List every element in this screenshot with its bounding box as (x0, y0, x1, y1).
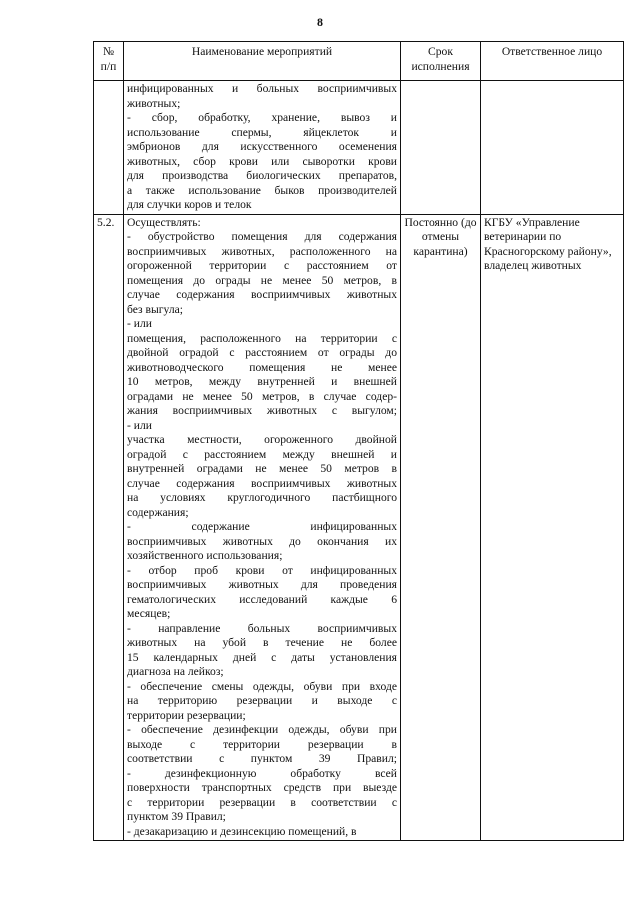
text-line: 10 метров, между внутренней и внешней (127, 375, 397, 388)
text-line: месяцев; (127, 607, 171, 620)
text-line: содержания; (127, 505, 189, 519)
text-line: инфицированных и больных восприимчивых (127, 82, 397, 95)
text-line: оградами не менее 50 метров, в случае содер- (127, 389, 397, 403)
text-line: жания восприимчивых животных с выгулом; (127, 404, 397, 417)
text-line: пунктом 39 Правил; (127, 810, 226, 823)
text-line: для случки коров и телок (127, 198, 252, 211)
text-line: помещения до ограды не менее 50 метров, в (127, 273, 397, 287)
text-line: на территорию резервации и выходе с (127, 694, 397, 707)
responsible-party: КГБУ «Управление ветеринарии по Красногорскому району», владелец животных (481, 214, 624, 841)
row-number (94, 81, 124, 215)
page-number: 8 (317, 15, 323, 29)
text-line: соответствии с пунктом 39 Правил; (127, 752, 397, 765)
text-line: а также использование быков производителей (127, 183, 397, 197)
text-line: - обеспечение дезинфекции одежды, обуви при (127, 723, 397, 736)
text-line: диагноза на лейкоз; (127, 665, 224, 678)
table-header-row (94, 42, 624, 81)
header-name: Наименование мероприятий (124, 42, 401, 81)
text-line: гематологических исследований каждые 6 (127, 592, 397, 606)
text-line: эмбрионов для искусственного осеменения (127, 140, 397, 153)
text-line: животных на убой в течение не более (127, 636, 397, 649)
text-line: огороженной территории с расстоянием от (127, 259, 397, 272)
row-number: 5.2. (94, 214, 124, 841)
execution-term (401, 81, 481, 215)
header-responsible: Ответственное лицо (481, 42, 624, 81)
text-line: животных; (127, 96, 181, 110)
execution-term: Постоянно (до отмены карантина) (401, 214, 481, 841)
text-line: - или (127, 317, 152, 330)
text-line: - отбор проб крови от инфицированных (127, 563, 397, 577)
text-line: - содержание инфицированных (127, 520, 397, 533)
text-line: - или (127, 418, 152, 432)
table-row (94, 214, 624, 841)
text-line: восприимчивых животных, расположенного на (127, 244, 397, 258)
text-line: - обеспечение смены одежды, обуви при входе (127, 679, 397, 693)
text-line: с территории резервации в соответствии с (127, 795, 397, 809)
text-line: восприимчивых животных до окончания их (127, 534, 397, 548)
text-line: - сбор, обработку, хранение, вывоз и (127, 111, 397, 124)
responsible-party (481, 81, 624, 215)
text-line: для производства биологических препаратов, (127, 169, 397, 182)
table-row (94, 81, 624, 215)
measures-table (93, 41, 624, 841)
text-line: хозяйственного использования; (127, 549, 283, 562)
text-line: Осуществлять: (127, 215, 201, 229)
text-line: территории резервации; (127, 708, 246, 722)
text-line: оградой с расстоянием между внешней и (127, 447, 397, 461)
text-line: на условиях круглогодичного пастбищного (127, 491, 397, 504)
text-line: - дезакаризацию и дезинсекцию помещений, в (127, 824, 357, 838)
text-line: восприимчивых животных для проведения (127, 578, 397, 591)
text-line: - дезинфекционную обработку всей (127, 766, 397, 780)
header-term: Срок исполнения (401, 42, 481, 81)
text-line: случае содержания восприимчивых животных (127, 476, 397, 490)
text-line: животных, сбор крови или сыворотки крови (127, 154, 397, 168)
text-line: использование спермы, яйцеклеток и (127, 125, 397, 139)
text-line: животноводческого помещения не менее (127, 360, 397, 374)
measure-description (124, 81, 401, 215)
text-line: без выгула; (127, 302, 183, 316)
text-line: - направление больных восприимчивых (127, 621, 397, 635)
text-line: внутренней оградами не менее 50 метров в (127, 462, 397, 475)
text-line: - обустройство помещения для содержания (127, 230, 397, 243)
text-line: двойной оградой с расстоянием от ограды до (127, 346, 397, 359)
text-line: выходе с территории резервации в (127, 737, 397, 751)
measure-description (124, 214, 401, 841)
text-line: поверхности транспортных средств при выезде (127, 781, 397, 794)
text-line: 15 календарных дней с даты установления (127, 650, 397, 664)
header-num: № п/п (94, 42, 124, 81)
text-line: участка местности, огороженного двойной (127, 433, 397, 446)
text-line: помещения, расположенного на территории с (127, 331, 397, 345)
text-line: случае содержания восприимчивых животных (127, 288, 397, 301)
